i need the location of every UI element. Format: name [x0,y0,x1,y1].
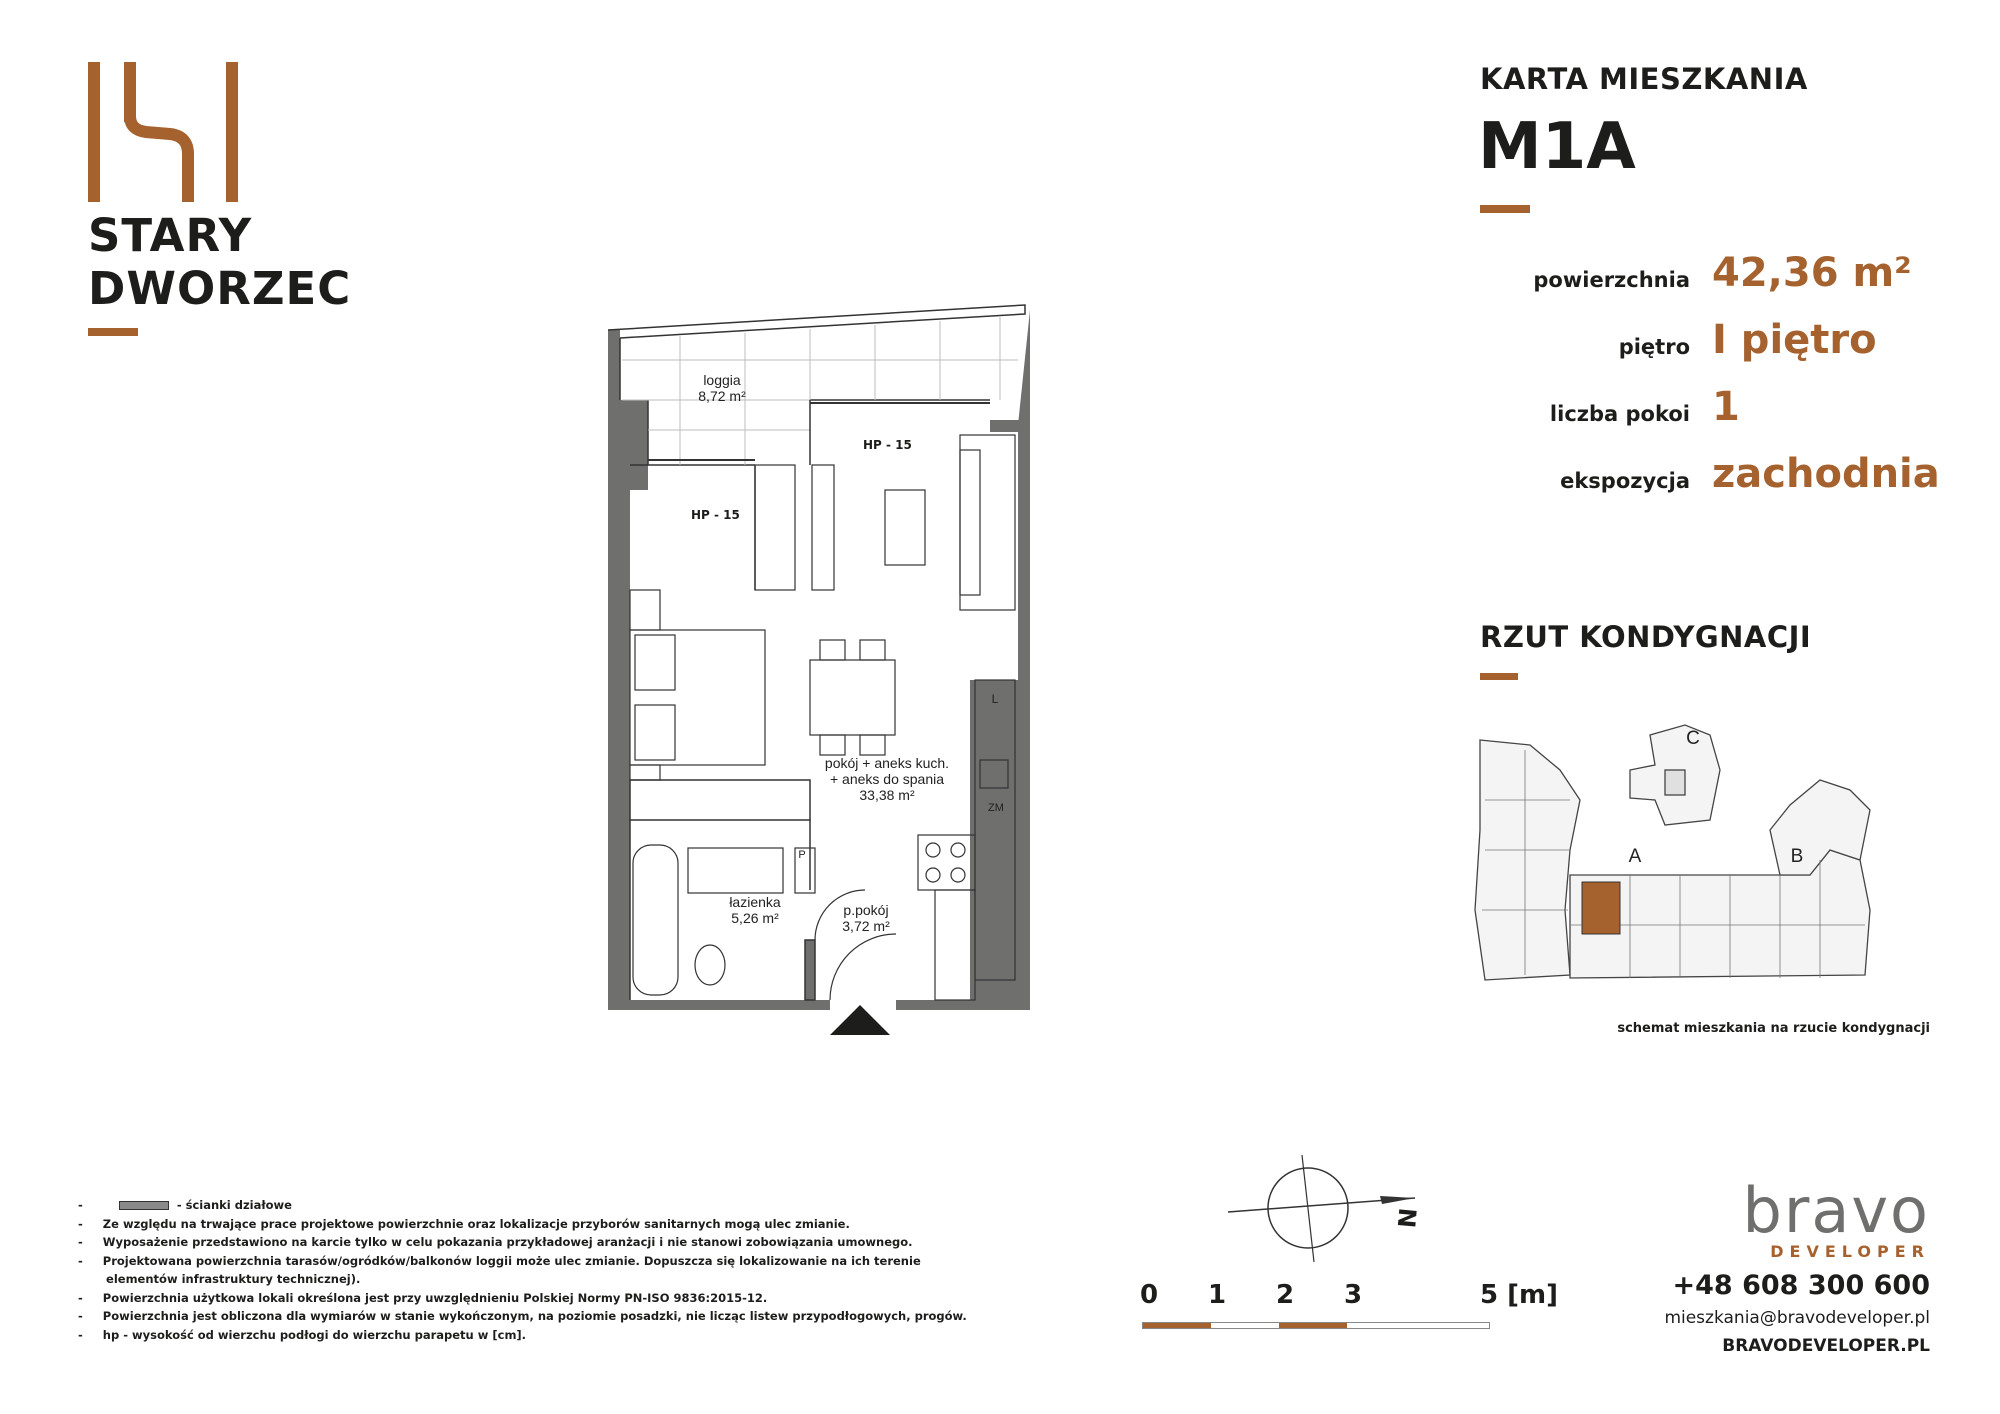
apartment-floor-plan [600,300,1050,1040]
furniture [630,435,1015,1000]
key-plan-caption: schemat mieszkania na rzucie kondygnacji [1617,1021,1930,1036]
note-item: - Wyposażenie przedstawiono na karcie tylko w celu pokazania przykładowej aranżacji i nie stanowi zobowiązania umownego. [78,1235,913,1249]
building-key-plan [1470,710,1930,1010]
compass [1220,1150,1440,1270]
window-marks [648,403,990,460]
building-label-b: B [1790,846,1804,867]
fridge-label: L [991,692,999,706]
scale-tick-3: 3 [1344,1280,1363,1310]
brand-logo [88,60,352,340]
main-room-area: 33,38 m² [859,787,915,803]
card-title: KARTA MIESZKANIA [1480,62,1808,96]
loggia [608,305,1025,465]
spec-label-floor: piętro [1618,335,1690,359]
spec-label-rooms: liczba pokoi [1549,402,1690,426]
apartment-code: M1A [1478,110,1636,184]
window-hp-label-2: HP - 15 [691,508,740,522]
bathroom-area: 5,26 m² [731,910,779,926]
spec-label-area: powierzchnia [1533,268,1690,292]
bathroom-name: łazienka [729,894,781,910]
spec-list [1420,250,1980,510]
washer-label: P [798,849,806,861]
floor-section-underline [1480,673,1518,680]
scale-tick-5: 5 [m] [1480,1280,1558,1310]
developer-logo-sub: DEVELOPER [1770,1242,1930,1261]
scale-tick-0: 0 [1140,1280,1159,1310]
main-room-name-2: + aneks do spania [829,771,945,787]
scale-tick-2: 2 [1276,1280,1295,1310]
loggia-label [672,372,772,404]
main-room-label [812,755,962,803]
building-label-a: A [1628,846,1642,867]
bathroom-label [710,894,800,926]
developer-email[interactable]: mieszkania@bravodeveloper.pl [1664,1308,1930,1328]
developer-website[interactable]: BRAVODEVELOPER.PL [1722,1336,1930,1356]
window-hp-label-1: HP - 15 [863,438,912,452]
spec-value-exposure: zachodnia [1712,451,1940,497]
stary-dworzec-logo-icon [88,60,238,205]
loggia-area: 8,72 m² [698,388,746,404]
spec-value-floor: I piętro [1712,317,1877,363]
developer-logo-word: bravo [1742,1174,1930,1247]
brand-name-line2: DWORZEC [88,262,352,315]
scale-segments [1142,1322,1490,1329]
highlighted-unit [1582,882,1620,934]
title-underline [1480,205,1530,213]
brand-underline [88,328,138,336]
scale-bar [1140,1280,1560,1340]
hall-label [826,902,906,934]
floor-section-title: RZUT KONDYGNACJI [1480,620,1812,654]
spec-value-area: 42,36 m² [1712,250,1912,296]
disclaimer-notes [78,1196,967,1344]
note-item: - hp - wysokość od wierzchu podłogi do wierzchu parapetu w [cm]. [78,1327,527,1342]
note-item: - Projektowana powierzchnia tarasów/ogródków/balkonów loggii może ulec zmianie. Dopuszcza się lokalizowanie na ich terenie [78,1253,921,1268]
developer-logo [1580,1174,1930,1261]
partition-swatch [119,1201,169,1210]
brand-name-line1: STARY [88,209,253,262]
note-item: - Ze względu na trwające prace projektowe powierzchnie oraz lokalizacje przyborów sanitarnych mogą ulec zmianie. [78,1216,850,1231]
notes-legend-text: - ścianki działowe [176,1198,292,1212]
spec-label-exposure: ekspozycja [1560,469,1690,493]
spec-value-rooms: 1 [1712,384,1740,430]
note-item: elementów infrastruktury technicznej). [106,1272,361,1286]
scale-tick-1: 1 [1208,1280,1227,1310]
notes-legend: - - ścianki działowe [78,1198,292,1212]
main-room-name-1: pokój + aneks kuch. [824,755,950,771]
entrance-arrow-icon [830,1005,890,1035]
hall-name: p.pokój [843,902,889,918]
note-item: - Powierzchnia jest obliczona dla wymiarów w stanie wykończonym, na poziomie posadzki, nie licząc listew przypodłogowych, progów. [78,1309,967,1323]
hall-area: 3,72 m² [842,918,890,934]
loggia-name: loggia [703,372,741,388]
compass-north-label: N [1393,1206,1423,1230]
dishwasher-label: ZM [988,802,1004,814]
developer-phone[interactable]: +48 608 300 600 [1672,1270,1930,1301]
building-label-c: C [1686,728,1700,749]
note-item: - Powierzchnia użytkowa lokali określona jest przy uwzględnieniu Polskiej Normy PN-ISO 9836:2015-12. [78,1290,768,1305]
